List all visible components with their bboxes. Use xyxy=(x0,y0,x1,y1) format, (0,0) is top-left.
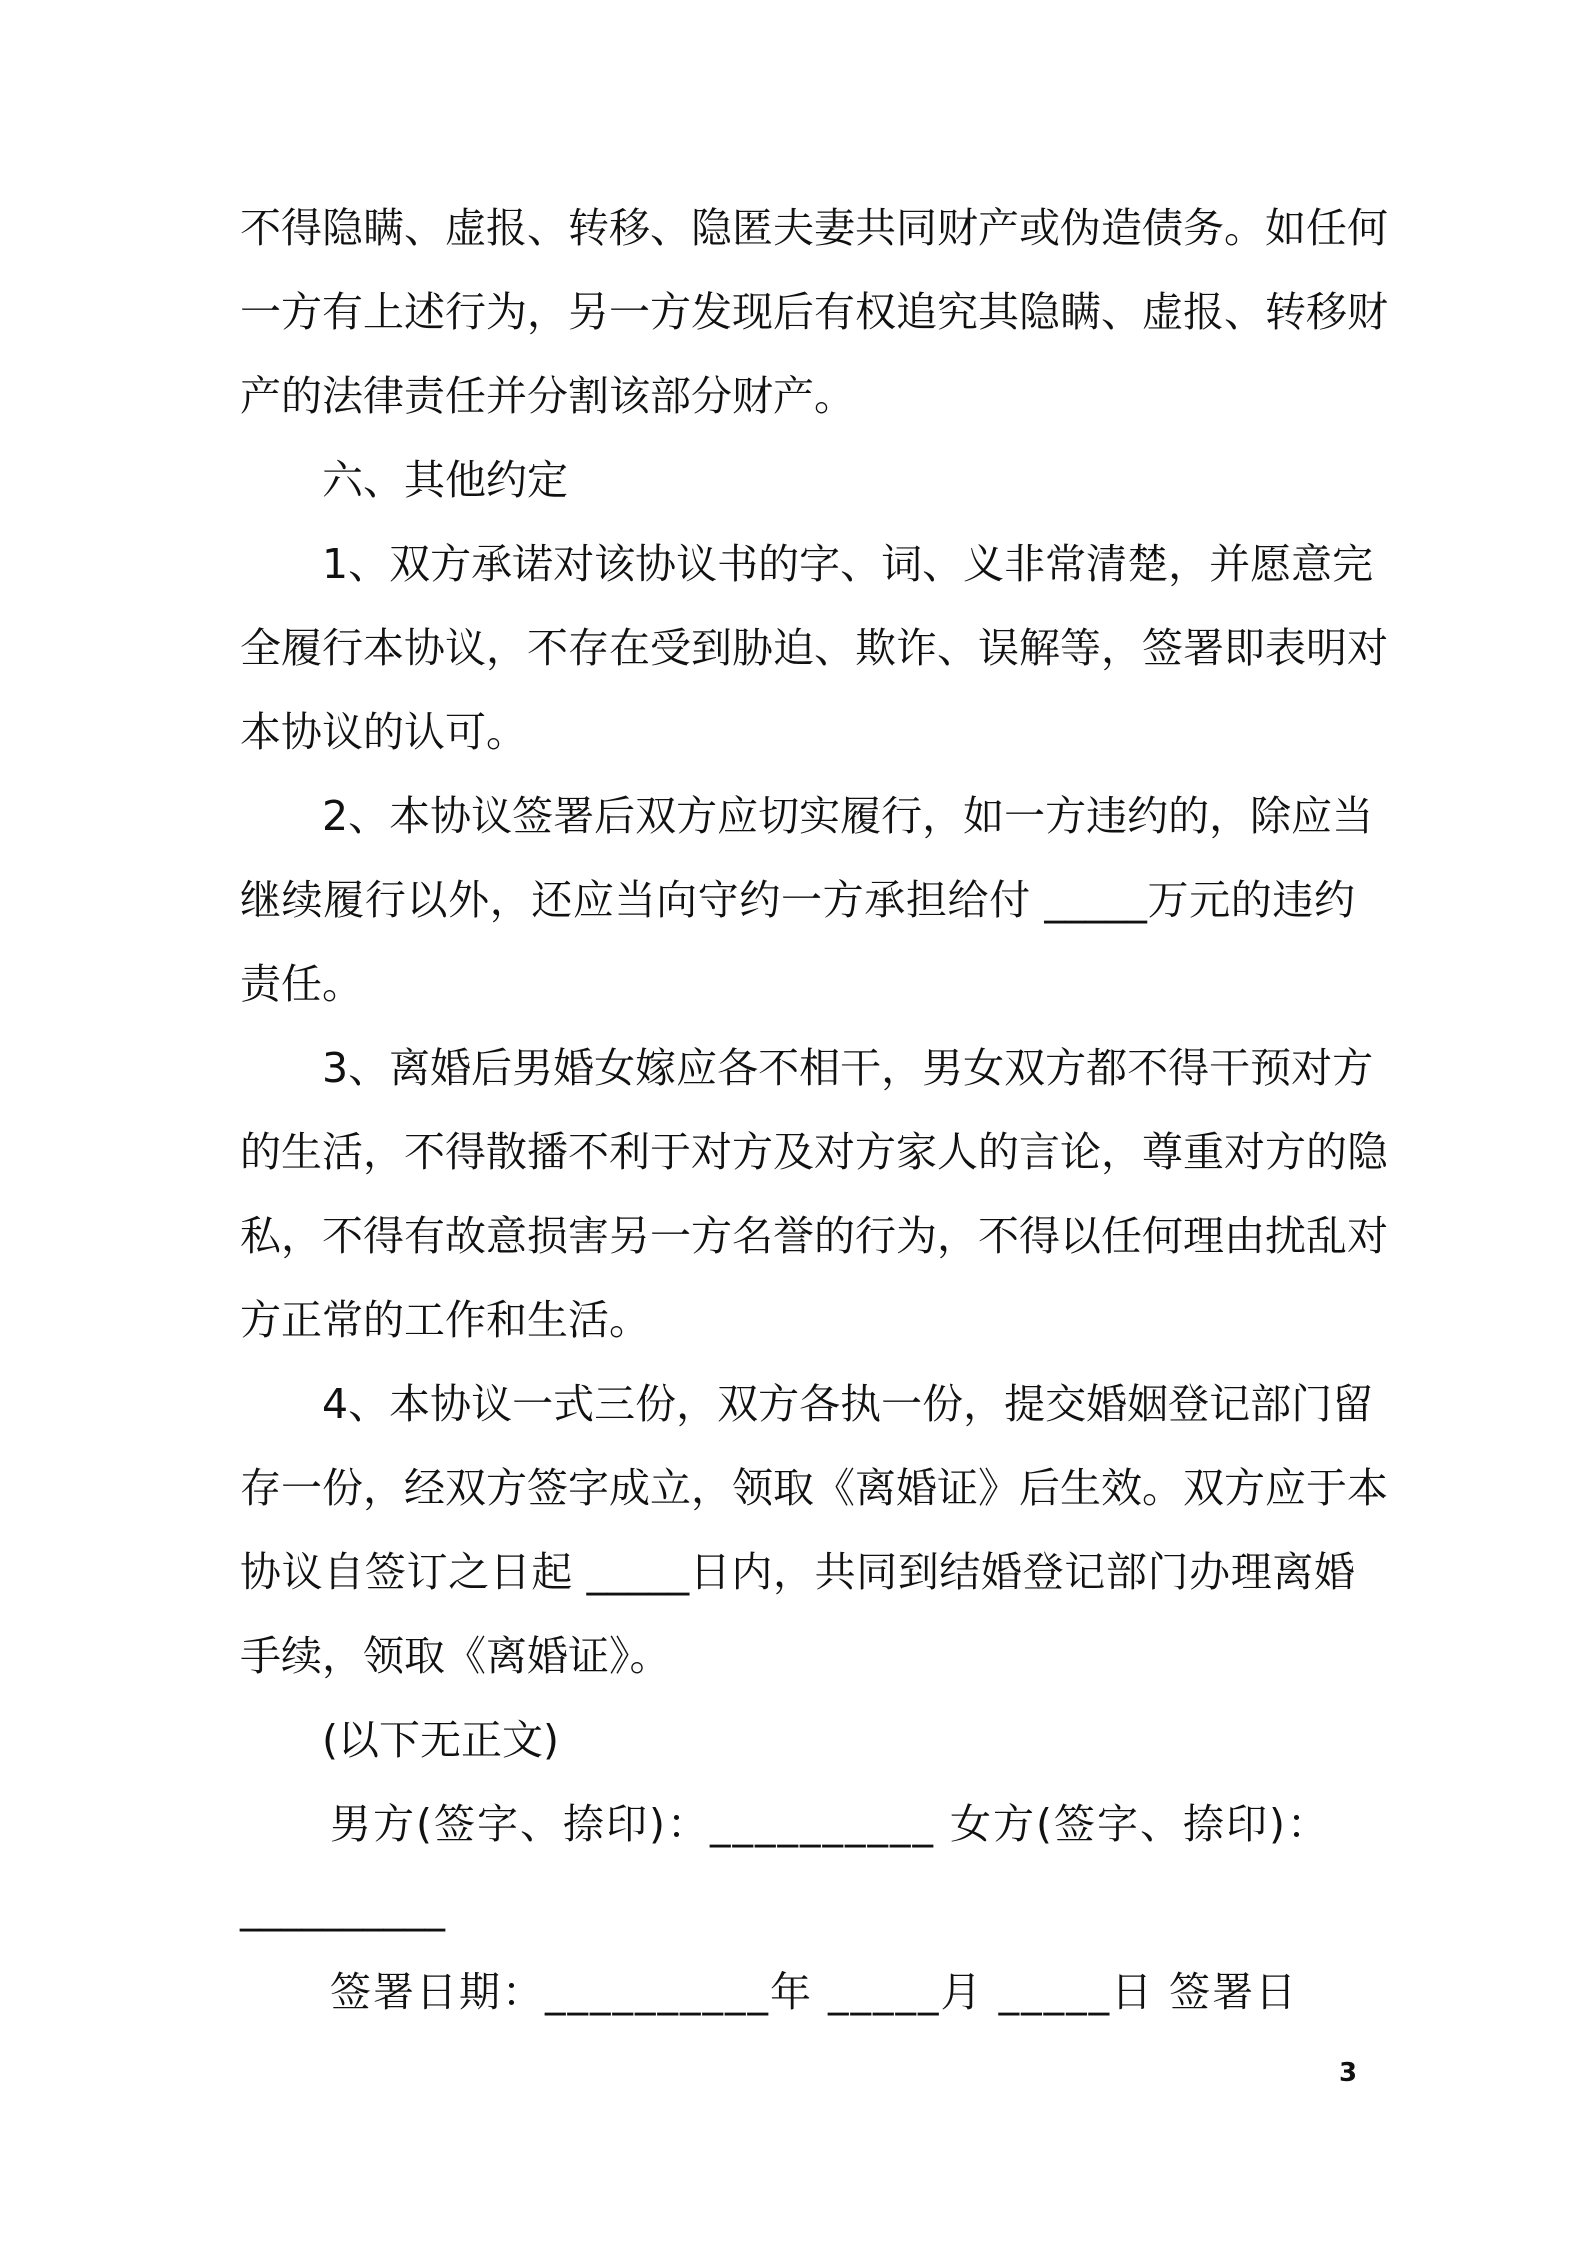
body-line: 方正常的工作和生活。 xyxy=(240,1296,650,1344)
body-line: 全履行本协议，不存在受到胁迫、欺诈、误解等，签署即表明对 xyxy=(240,624,1388,672)
body-line: 手续，领取《离婚证》。 xyxy=(240,1632,671,1680)
body-line: 私，不得有故意损害另一方名誉的行为，不得以任何理由扰乱对 xyxy=(240,1212,1388,1260)
body-line: 2、本协议签署后双方应切实履行，如一方违约的，除应当 xyxy=(322,792,1374,840)
body-line: 1、双方承诺对该协议书的字、词、义非常清楚，并愿意完 xyxy=(322,540,1374,588)
signature-line: 男方(签字、捺印)：__________ 女方(签字、捺印)： xyxy=(330,1800,1331,1848)
body-line: 协议自签订之日起 _____日内，共同到结婚登记部门办理离婚 xyxy=(240,1548,1355,1596)
body-line: 的生活，不得散播不利于对方及对方家人的言论，尊重对方的隐 xyxy=(240,1128,1388,1176)
signing-date-line: 签署日期：__________年 _____月 _____日 签署日 xyxy=(330,1968,1299,2016)
body-line: 存一份，经双方签字成立，领取《离婚证》后生效。双方应于本 xyxy=(240,1464,1388,1512)
body-line: 一方有上述行为，另一方发现后有权追究其隐瞒、虚报、转移财 xyxy=(240,288,1388,336)
end-of-text-note: (以下无正文) xyxy=(322,1716,559,1764)
body-line: 3、离婚后男婚女嫁应各不相干，男女双方都不得干预对方 xyxy=(322,1044,1374,1092)
body-line: 责任。 xyxy=(240,960,363,1008)
body-line: 继续履行以外，还应当向守约一方承担给付 _____万元的违约 xyxy=(240,876,1355,924)
page-number: 3 xyxy=(1338,2058,1358,2088)
body-line: 本协议的认可。 xyxy=(240,708,527,756)
body-line: 4、本协议一式三份，双方各执一份，提交婚姻登记部门留 xyxy=(322,1380,1374,1428)
body-line: 产的法律责任并分割该部分财产。 xyxy=(240,372,855,420)
signature-blank: __________ xyxy=(240,1884,445,1932)
section-heading: 六、其他约定 xyxy=(322,456,568,504)
body-line: 不得隐瞒、虚报、转移、隐匿夫妻共同财产或伪造债务。如任何 xyxy=(240,204,1388,252)
